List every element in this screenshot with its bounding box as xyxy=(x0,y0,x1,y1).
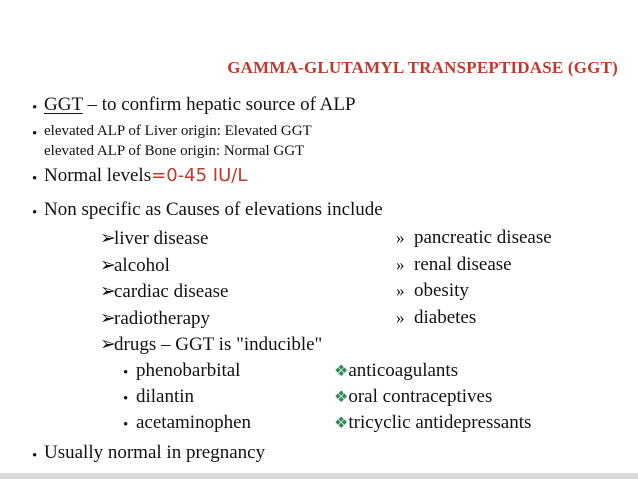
normal-levels-value: 0-45 IU/L xyxy=(166,165,248,186)
arrow-bullet-icon: ➢ xyxy=(100,228,116,249)
liver-origin-text: elevated ALP of Liver origin: Elevated GGT xyxy=(44,123,312,139)
guillemet-bullet-icon: » xyxy=(396,308,405,327)
arrow-bullet-icon: ➢ xyxy=(100,334,116,355)
list-item: ❖tricyclic antidepressants xyxy=(334,412,532,433)
bottom-divider xyxy=(0,473,638,479)
list-item: ➢radiotherapy xyxy=(100,308,211,329)
normal-levels-label: Normal levels xyxy=(44,165,152,186)
ggt-abbr: GGT xyxy=(44,94,83,115)
arrow-bullet-icon: ➢ xyxy=(100,308,116,329)
list-item: ➢alcohol xyxy=(100,255,170,276)
guillemet-bullet-icon: » xyxy=(396,228,405,247)
diamond-bullet-icon: ❖ xyxy=(334,415,349,432)
bullet-icon: • xyxy=(32,171,38,187)
list-item: ➢liver disease xyxy=(100,228,209,249)
diamond-bullet-icon: ❖ xyxy=(334,389,349,406)
arrow-bullet-icon: ➢ xyxy=(100,255,116,276)
bullet-icon: • xyxy=(32,448,38,464)
list-item: » pancreatic disease xyxy=(396,227,552,248)
bone-origin-text: elevated ALP of Bone origin: Normal GGT xyxy=(44,143,305,159)
bullet-icon: • xyxy=(32,126,38,142)
causes-heading: Non specific as Causes of elevations include xyxy=(44,199,383,220)
normal-levels-sep: = xyxy=(151,165,167,186)
drugs-heading: ➢drugs – GGT is "inducible" xyxy=(100,334,323,355)
list-item: dilantin xyxy=(136,386,195,407)
guillemet-bullet-icon: » xyxy=(396,255,405,274)
guillemet-bullet-icon: » xyxy=(396,281,405,300)
ggt-purpose-text: – to confirm hepatic source of ALP xyxy=(82,94,356,115)
list-item: ➢cardiac disease xyxy=(100,281,229,302)
arrow-bullet-icon: ➢ xyxy=(100,281,116,302)
diamond-bullet-icon: ❖ xyxy=(334,363,349,380)
list-item: » diabetes xyxy=(396,307,477,328)
list-item: » obesity xyxy=(396,280,469,301)
bullet-ggt-purpose xyxy=(44,94,356,116)
bullet-icon: • xyxy=(32,205,38,221)
list-item: ❖oral contraceptives xyxy=(334,386,493,407)
list-item: phenobarbital xyxy=(136,360,241,381)
list-item: acetaminophen xyxy=(136,412,252,433)
pregnancy-note: Usually normal in pregnancy xyxy=(44,442,266,463)
list-item: » renal disease xyxy=(396,254,512,275)
bullet-icon: • xyxy=(123,417,129,433)
bullet-icon: • xyxy=(32,100,38,116)
bullet-icon: • xyxy=(123,365,129,381)
list-item: ❖anticoagulants xyxy=(334,360,459,381)
normal-levels xyxy=(44,165,247,187)
bullet-icon: • xyxy=(123,391,129,407)
slide-title: GAMMA-GLUTAMYL TRANSPEPTIDASE (GGT) xyxy=(227,58,618,77)
